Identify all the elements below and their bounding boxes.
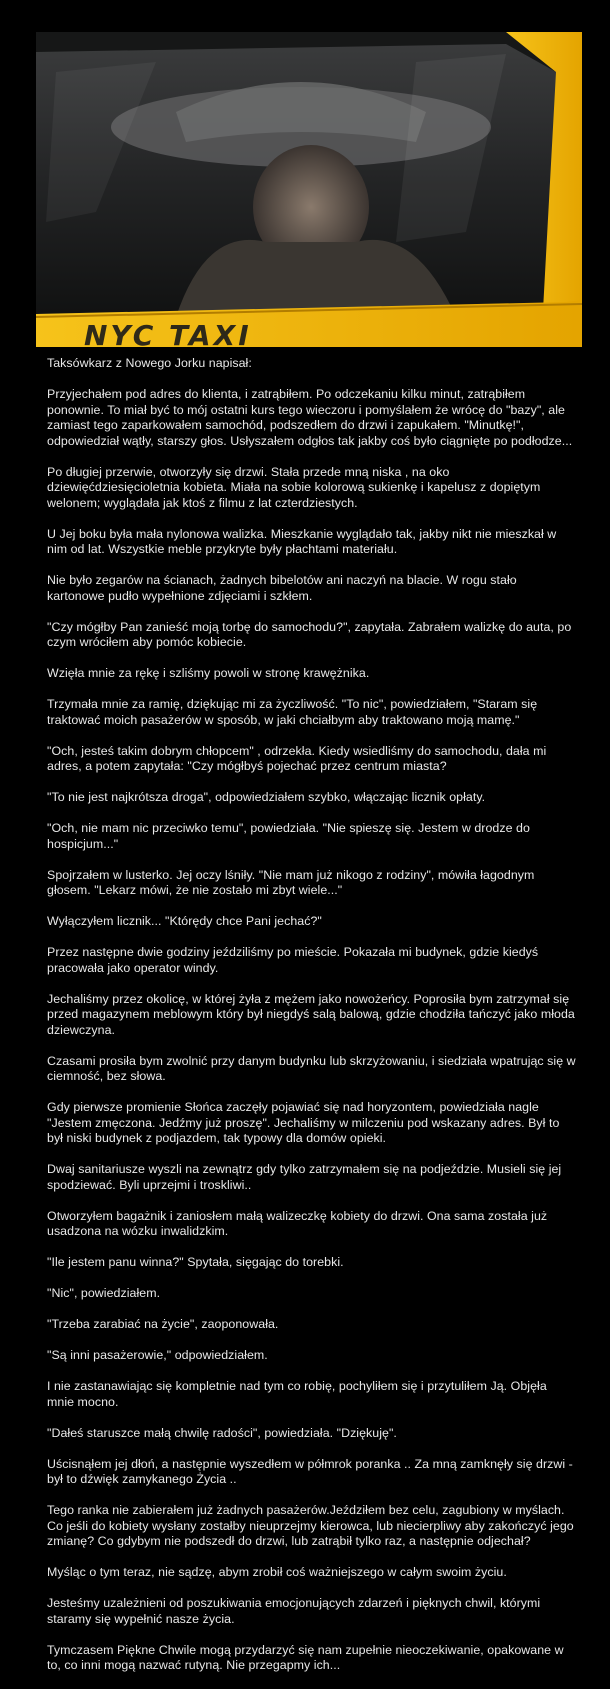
article-paragraph: I nie zastanawiając się kompletnie nad tym co robię, pochyliłem się i przytuliłem Ją. Objęła mnie mocno.	[47, 1379, 547, 1409]
article-paragraph: Spojrzałem w lusterko. Jej oczy lśniły. "Nie mam już nikogo z rodziny", mówiła łagodnym głosem. "Lekarz mówi, że nie zostało mi zbyt wiele..."	[47, 867, 535, 897]
article-paragraph: Przez następne dwie godziny jeździliśmy po mieście. Pokazała mi budynek, gdzie kiedyś pracowała jako operator windy.	[47, 945, 539, 975]
article-paragraph: Wyłączyłem licznik... "Którędy chce Pani jechać?"	[47, 914, 322, 928]
article-paragraph: Nie było zegarów na ścianach, żadnych bibelotów ani naczyń na blacie. W rogu stało kartonowe pudło wypełnione zdjęciami i szkłem.	[47, 573, 517, 603]
article-paragraph: "Ile jestem panu winna?" Spytała, sięgając do torebki.	[47, 1255, 344, 1269]
article	[47, 356, 577, 1689]
article-paragraph: U Jej boku była mała nylonowa walizka. Mieszkanie wyglądało tak, jakby nikt nie mieszkał w nim od lat. Wszystkie meble przykryte były płachtami materiału.	[47, 526, 557, 556]
article-paragraph: Uścisnąłem jej dłoń, a następnie wyszedłem w półmrok poranka .. Za mną zamknęły się drzwi - był to dźwięk zamykanego Życia ..	[47, 1456, 573, 1486]
article-paragraph: Dwaj sanitariusze wyszli na zewnątrz gdy tylko zatrzymałem się na podjeździe. Musieli się jej spodziewać. Byli uprzejmi i troskliwi..	[47, 1162, 562, 1192]
article-paragraph: Przyjechałem pod adres do klienta, i zatrąbiłem. Po odczekaniu kilku minut, zatrąbiłem ponownie. To miał być to mój ostatni kurs tego wieczoru i pomyślałem że wrócę do "bazy", ale zamiast tego zaparkowałem samochód, podszedłem do drzwi i zapukałem. "Minutkę!", odpowiedział wątły, starszy głos. Usłyszałem odgłos tak jakby coś było ciągnięte po podłodze...	[47, 387, 573, 448]
article-paragraph: "Nic", powiedziałem.	[47, 1286, 161, 1300]
article-paragraph: "Dałeś staruszce małą chwilę radości", powiedziała. "Dziękuję".	[47, 1425, 397, 1440]
article-paragraph: "Trzeba zarabiać na życie", zaoponowała.	[47, 1317, 279, 1331]
article-paragraph: "Czy mógłby Pan zanieść moją torbę do samochodu?", zapytała. Zabrałem walizkę do auta, po czym wróciłem aby pomóc kobiecie.	[47, 619, 572, 649]
article-paragraph: "Są inni pasażerowie," odpowiedziałem.	[47, 1348, 268, 1362]
article-paragraph: Otworzyłem bagażnik i zaniosłem małą walizeczkę kobiety do drzwi. Ona sama została już usadzona na wózku inwalidzkim.	[47, 1208, 548, 1238]
article-paragraph: Trzymała mnie za ramię, dziękując mi za życzliwość. "To nic", powiedziałem, "Staram się traktować moich pasażerów w sposób, w jaki chciałbym aby traktowano moją mamę."	[47, 697, 538, 727]
article-paragraph: "To nie jest najkrótsza droga", odpowiedziałem szybko, włączając licznik opłaty.	[47, 790, 486, 804]
article-intro: Taksówkarz z Nowego Jorku napisał:	[47, 356, 252, 370]
taxi-photo	[36, 32, 582, 347]
article-paragraph: Jesteśmy uzależnieni od poszukiwania emocjonujących zdarzeń i pięknych chwil, którymi staramy się wypełnić nasze życia.	[47, 1596, 541, 1626]
article-paragraph: "Och, jesteś takim dobrym chłopcem" , odrzekła. Kiedy wsiedliśmy do samochodu, dała mi adres, a potem zapytała: "Czy mógłbyś pojechać przez centrum miasta?	[47, 743, 547, 773]
article-paragraph: Gdy pierwsze promienie Słońca zaczęły pojawiać się nad horyzontem, powiedziała nagle "Jestem zmęczona. Jedźmy już proszę". Jechaliśmy w milczeniu pod wskazany adres. Był to był niski budynek z podjazdem, tak typowy dla domów opieki.	[47, 1100, 560, 1145]
article-paragraph: Po długiej przerwie, otworzyły się drzwi. Stała przede mną niska , na oko dziewięćdziesięcioletnia kobieta. Miała na sobie kolorową sukienkę i kapelusz z dopiętym welonem; wyglądała jak ktoś z filmu z lat czterdziestych.	[47, 464, 541, 510]
article-paragraph: Czasami prosiła bym zwolnić przy danym budynku lub skrzyżowaniu, i siedziała wpatrując się w ciemność, bez słowa.	[47, 1053, 576, 1083]
article-paragraph: Wzięła mnie za rękę i szliśmy powoli w stronę krawężnika.	[47, 666, 370, 680]
article-body	[47, 387, 577, 1674]
article-paragraph: "Och, nie mam nic przeciwko temu", powiedziała. "Nie spieszę się. Jestem w drodze do hospicjum..."	[47, 821, 530, 851]
article-paragraph: Tego ranka nie zabierałem już żadnych pasażerów.Jeździłem bez celu, zagubiony w myślach. Co jeśli do kobiety wysłany zostałby nieuprzejmy kierowca, lub niecierpliwy aby zakończyć jego zmianę? Co gdybym nie podszedł do drzwi, lub zatrąbił tylko raz, a następnie odjechał?	[47, 1503, 574, 1548]
article-paragraph: Tymczasem Piękne Chwile mogą przydarzyć się nam zupełnie nieoczekiwanie, opakowane w to, co inni mogą nazwać rutyną. Nie przegapmy ich...	[47, 1642, 564, 1672]
taxi-signage-text: NYC TAXI	[84, 319, 252, 347]
article-paragraph: Myśląc o tym teraz, nie sądzę, abym zrobił coś ważniejszego w całym swoim życiu.	[47, 1565, 507, 1579]
article-paragraph: Jechaliśmy przez okolicę, w której żyła z mężem jako nowożeńcy. Poprosiła bym zatrzymał się przed magazynem meblowym który był niegdyś salą balową, gdzie chodziła tańczyć jako młoda dziewczyna.	[47, 991, 575, 1037]
